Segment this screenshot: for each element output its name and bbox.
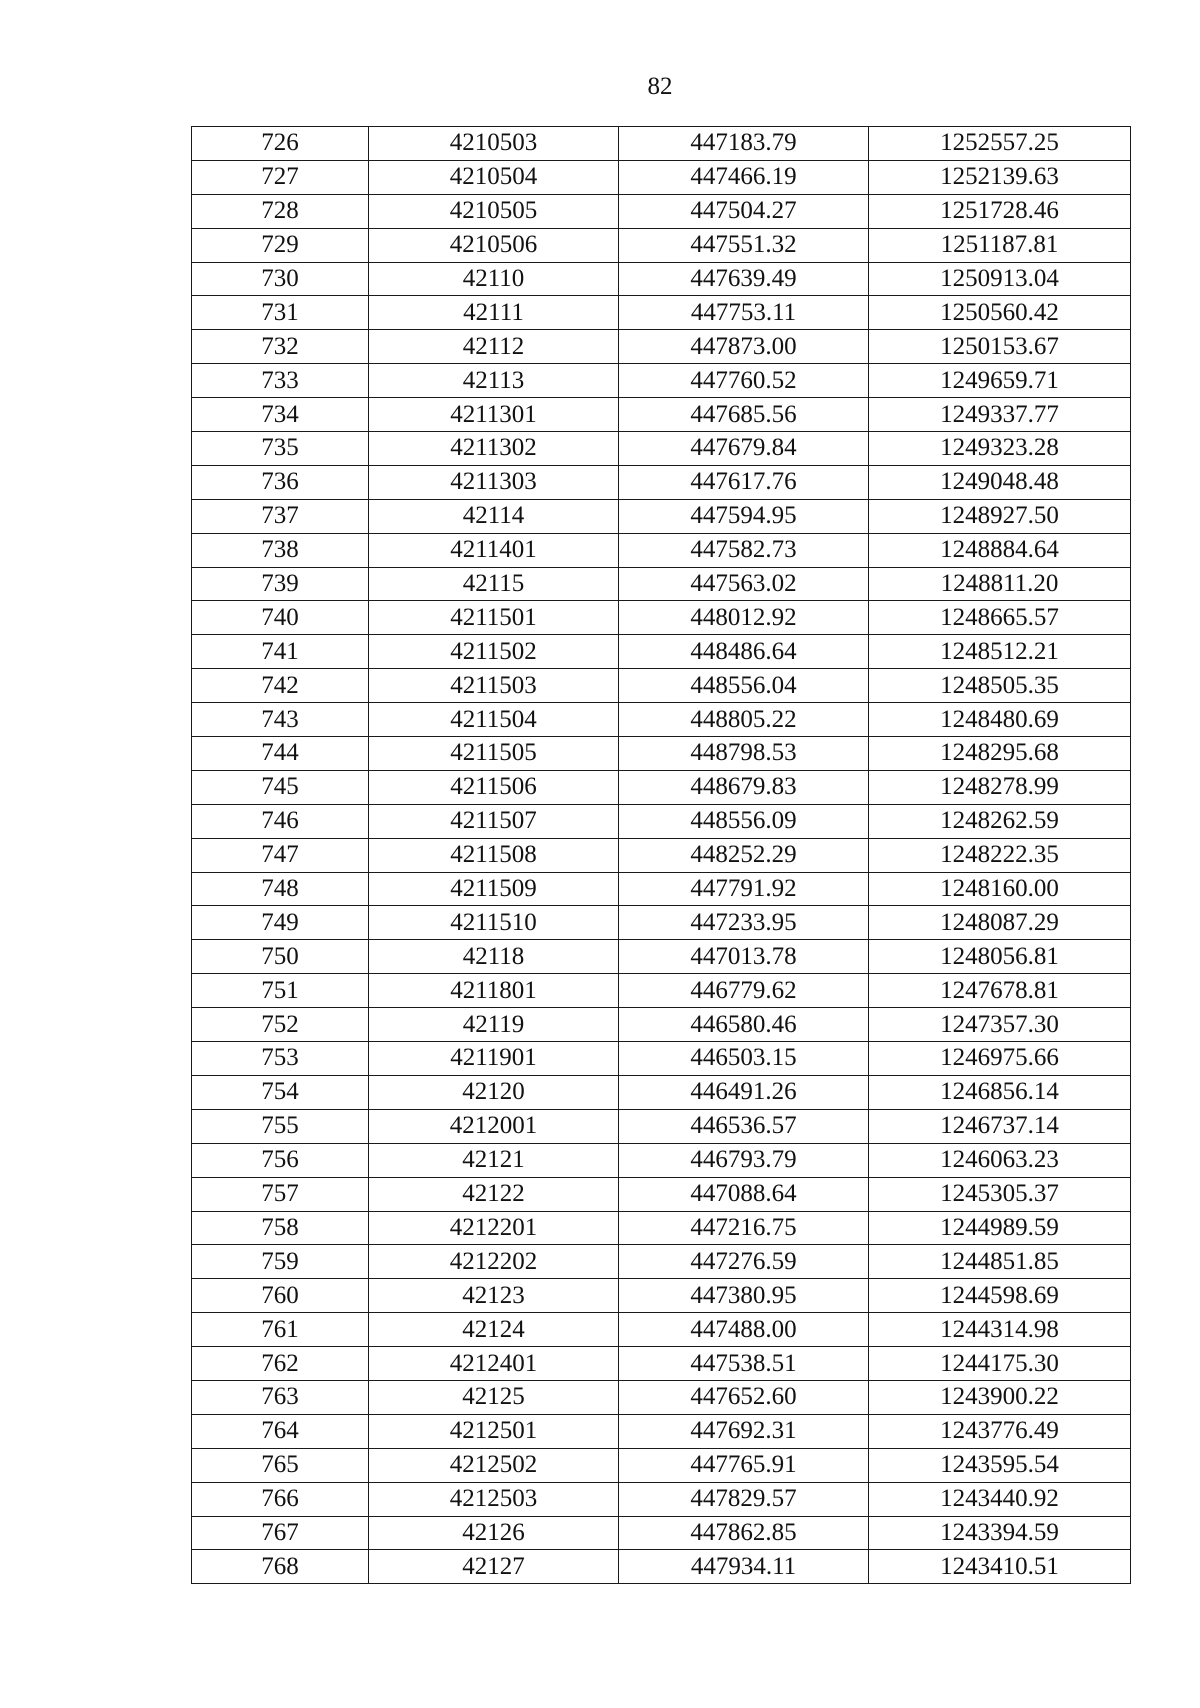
row-number-cell: 753 [192, 1042, 369, 1076]
y-coordinate-cell: 1248665.57 [869, 601, 1131, 635]
y-coordinate-cell: 1243440.92 [869, 1482, 1131, 1516]
point-id-cell: 4210503 [369, 127, 619, 161]
y-coordinate-cell: 1249048.48 [869, 465, 1131, 499]
table-row [192, 974, 1131, 1008]
point-id-cell: 4211502 [369, 635, 619, 669]
y-coordinate-cell: 1246737.14 [869, 1109, 1131, 1143]
row-number-cell: 736 [192, 465, 369, 499]
point-id-cell: 42122 [369, 1177, 619, 1211]
table-row [192, 1448, 1131, 1482]
point-id-cell: 4211401 [369, 533, 619, 567]
row-number-cell: 768 [192, 1550, 369, 1584]
table-row [192, 906, 1131, 940]
point-id-cell: 4211510 [369, 906, 619, 940]
y-coordinate-cell: 1244175.30 [869, 1347, 1131, 1381]
y-coordinate-cell: 1247678.81 [869, 974, 1131, 1008]
point-id-cell: 4212401 [369, 1347, 619, 1381]
point-id-cell: 4210504 [369, 160, 619, 194]
y-coordinate-cell: 1248160.00 [869, 872, 1131, 906]
table-row [192, 499, 1131, 533]
y-coordinate-cell: 1244851.85 [869, 1245, 1131, 1279]
y-coordinate-cell: 1248480.69 [869, 703, 1131, 737]
x-coordinate-cell: 448556.04 [619, 669, 869, 703]
row-number-cell: 755 [192, 1109, 369, 1143]
row-number-cell: 744 [192, 737, 369, 771]
point-id-cell: 4210505 [369, 194, 619, 228]
point-id-cell: 42115 [369, 567, 619, 601]
x-coordinate-cell: 447582.73 [619, 533, 869, 567]
y-coordinate-cell: 1243394.59 [869, 1516, 1131, 1550]
x-coordinate-cell: 447216.75 [619, 1211, 869, 1245]
table-row [192, 804, 1131, 838]
x-coordinate-cell: 447551.32 [619, 228, 869, 262]
point-id-cell: 4211301 [369, 398, 619, 432]
point-id-cell: 4212201 [369, 1211, 619, 1245]
y-coordinate-cell: 1249337.77 [869, 398, 1131, 432]
table-row [192, 1482, 1131, 1516]
row-number-cell: 726 [192, 127, 369, 161]
x-coordinate-cell: 447183.79 [619, 127, 869, 161]
table-row [192, 1550, 1131, 1584]
point-id-cell: 42112 [369, 330, 619, 364]
x-coordinate-cell: 447013.78 [619, 940, 869, 974]
y-coordinate-cell: 1243776.49 [869, 1414, 1131, 1448]
table-row [192, 1042, 1131, 1076]
row-number-cell: 729 [192, 228, 369, 262]
row-number-cell: 764 [192, 1414, 369, 1448]
x-coordinate-cell: 447791.92 [619, 872, 869, 906]
row-number-cell: 762 [192, 1347, 369, 1381]
table-row [192, 1313, 1131, 1347]
y-coordinate-cell: 1249323.28 [869, 432, 1131, 466]
coordinate-table [191, 126, 1131, 1584]
x-coordinate-cell: 447753.11 [619, 296, 869, 330]
point-id-cell: 42119 [369, 1008, 619, 1042]
point-id-cell: 4211507 [369, 804, 619, 838]
row-number-cell: 737 [192, 499, 369, 533]
table-row [192, 1245, 1131, 1279]
table-row [192, 296, 1131, 330]
point-id-cell: 42111 [369, 296, 619, 330]
y-coordinate-cell: 1244314.98 [869, 1313, 1131, 1347]
x-coordinate-cell: 447088.64 [619, 1177, 869, 1211]
point-id-cell: 42124 [369, 1313, 619, 1347]
x-coordinate-cell: 447504.27 [619, 194, 869, 228]
row-number-cell: 767 [192, 1516, 369, 1550]
x-coordinate-cell: 447934.11 [619, 1550, 869, 1584]
point-id-cell: 4211505 [369, 737, 619, 771]
x-coordinate-cell: 447862.85 [619, 1516, 869, 1550]
x-coordinate-cell: 448486.64 [619, 635, 869, 669]
row-number-cell: 740 [192, 601, 369, 635]
y-coordinate-cell: 1250560.42 [869, 296, 1131, 330]
table-row [192, 1414, 1131, 1448]
row-number-cell: 739 [192, 567, 369, 601]
x-coordinate-cell: 447380.95 [619, 1279, 869, 1313]
point-id-cell: 4211503 [369, 669, 619, 703]
y-coordinate-cell: 1248512.21 [869, 635, 1131, 669]
y-coordinate-cell: 1246856.14 [869, 1075, 1131, 1109]
x-coordinate-cell: 446793.79 [619, 1143, 869, 1177]
x-coordinate-cell: 446580.46 [619, 1008, 869, 1042]
table-row [192, 194, 1131, 228]
y-coordinate-cell: 1248056.81 [869, 940, 1131, 974]
row-number-cell: 760 [192, 1279, 369, 1313]
x-coordinate-cell: 446503.15 [619, 1042, 869, 1076]
x-coordinate-cell: 447873.00 [619, 330, 869, 364]
x-coordinate-cell: 447488.00 [619, 1313, 869, 1347]
point-id-cell: 42125 [369, 1380, 619, 1414]
table-row [192, 1211, 1131, 1245]
table-row [192, 228, 1131, 262]
table-row [192, 160, 1131, 194]
y-coordinate-cell: 1251187.81 [869, 228, 1131, 262]
x-coordinate-cell: 447652.60 [619, 1380, 869, 1414]
x-coordinate-cell: 447685.56 [619, 398, 869, 432]
point-id-cell: 42126 [369, 1516, 619, 1550]
point-id-cell: 42127 [369, 1550, 619, 1584]
point-id-cell: 4211508 [369, 838, 619, 872]
point-id-cell: 4211801 [369, 974, 619, 1008]
point-id-cell: 4212502 [369, 1448, 619, 1482]
row-number-cell: 763 [192, 1380, 369, 1414]
row-number-cell: 752 [192, 1008, 369, 1042]
table-row [192, 1109, 1131, 1143]
y-coordinate-cell: 1249659.71 [869, 364, 1131, 398]
point-id-cell: 42118 [369, 940, 619, 974]
y-coordinate-cell: 1248811.20 [869, 567, 1131, 601]
point-id-cell: 42110 [369, 262, 619, 296]
table-row [192, 398, 1131, 432]
row-number-cell: 741 [192, 635, 369, 669]
y-coordinate-cell: 1248262.59 [869, 804, 1131, 838]
x-coordinate-cell: 446536.57 [619, 1109, 869, 1143]
x-coordinate-cell: 448012.92 [619, 601, 869, 635]
point-id-cell: 42113 [369, 364, 619, 398]
row-number-cell: 746 [192, 804, 369, 838]
table-row [192, 533, 1131, 567]
x-coordinate-cell: 447594.95 [619, 499, 869, 533]
table-row [192, 635, 1131, 669]
y-coordinate-cell: 1248087.29 [869, 906, 1131, 940]
table-row [192, 1008, 1131, 1042]
table-row [192, 703, 1131, 737]
table-row [192, 465, 1131, 499]
y-coordinate-cell: 1243595.54 [869, 1448, 1131, 1482]
point-id-cell: 42123 [369, 1279, 619, 1313]
x-coordinate-cell: 447692.31 [619, 1414, 869, 1448]
x-coordinate-cell: 446779.62 [619, 974, 869, 1008]
point-id-cell: 4211901 [369, 1042, 619, 1076]
y-coordinate-cell: 1252139.63 [869, 160, 1131, 194]
y-coordinate-cell: 1244989.59 [869, 1211, 1131, 1245]
x-coordinate-cell: 447617.76 [619, 465, 869, 499]
x-coordinate-cell: 447639.49 [619, 262, 869, 296]
row-number-cell: 754 [192, 1075, 369, 1109]
table-row [192, 940, 1131, 974]
y-coordinate-cell: 1252557.25 [869, 127, 1131, 161]
point-id-cell: 4211504 [369, 703, 619, 737]
row-number-cell: 728 [192, 194, 369, 228]
row-number-cell: 750 [192, 940, 369, 974]
row-number-cell: 765 [192, 1448, 369, 1482]
y-coordinate-cell: 1248278.99 [869, 770, 1131, 804]
row-number-cell: 738 [192, 533, 369, 567]
point-id-cell: 4211509 [369, 872, 619, 906]
table-row [192, 770, 1131, 804]
x-coordinate-cell: 448679.83 [619, 770, 869, 804]
row-number-cell: 757 [192, 1177, 369, 1211]
y-coordinate-cell: 1243900.22 [869, 1380, 1131, 1414]
x-coordinate-cell: 448252.29 [619, 838, 869, 872]
point-id-cell: 4212001 [369, 1109, 619, 1143]
y-coordinate-cell: 1246063.23 [869, 1143, 1131, 1177]
x-coordinate-cell: 447563.02 [619, 567, 869, 601]
row-number-cell: 766 [192, 1482, 369, 1516]
table-row [192, 127, 1131, 161]
y-coordinate-cell: 1248222.35 [869, 838, 1131, 872]
page-number: 82 [647, 73, 673, 100]
row-number-cell: 756 [192, 1143, 369, 1177]
row-number-cell: 742 [192, 669, 369, 703]
x-coordinate-cell: 447466.19 [619, 160, 869, 194]
point-id-cell: 42114 [369, 499, 619, 533]
row-number-cell: 758 [192, 1211, 369, 1245]
table-row [192, 601, 1131, 635]
point-id-cell: 42121 [369, 1143, 619, 1177]
row-number-cell: 734 [192, 398, 369, 432]
table-row [192, 872, 1131, 906]
point-id-cell: 4211501 [369, 601, 619, 635]
y-coordinate-cell: 1248884.64 [869, 533, 1131, 567]
table-row [192, 1177, 1131, 1211]
x-coordinate-cell: 447276.59 [619, 1245, 869, 1279]
point-id-cell: 4211303 [369, 465, 619, 499]
x-coordinate-cell: 447765.91 [619, 1448, 869, 1482]
point-id-cell: 4210506 [369, 228, 619, 262]
table-row [192, 737, 1131, 771]
x-coordinate-cell: 447233.95 [619, 906, 869, 940]
table-row [192, 1143, 1131, 1177]
point-id-cell: 4212501 [369, 1414, 619, 1448]
row-number-cell: 732 [192, 330, 369, 364]
y-coordinate-cell: 1243410.51 [869, 1550, 1131, 1584]
x-coordinate-cell: 448798.53 [619, 737, 869, 771]
table-row [192, 1516, 1131, 1550]
table-row [192, 262, 1131, 296]
row-number-cell: 727 [192, 160, 369, 194]
table-row [192, 364, 1131, 398]
table-row [192, 1380, 1131, 1414]
x-coordinate-cell: 447829.57 [619, 1482, 869, 1516]
point-id-cell: 42120 [369, 1075, 619, 1109]
y-coordinate-cell: 1248505.35 [869, 669, 1131, 703]
y-coordinate-cell: 1250153.67 [869, 330, 1131, 364]
table-row [192, 669, 1131, 703]
row-number-cell: 761 [192, 1313, 369, 1347]
x-coordinate-cell: 447679.84 [619, 432, 869, 466]
row-number-cell: 733 [192, 364, 369, 398]
x-coordinate-cell: 446491.26 [619, 1075, 869, 1109]
x-coordinate-cell: 448805.22 [619, 703, 869, 737]
x-coordinate-cell: 447760.52 [619, 364, 869, 398]
table-row [192, 330, 1131, 364]
point-id-cell: 4212503 [369, 1482, 619, 1516]
point-id-cell: 4211506 [369, 770, 619, 804]
y-coordinate-cell: 1248927.50 [869, 499, 1131, 533]
table-body [192, 127, 1131, 1584]
row-number-cell: 759 [192, 1245, 369, 1279]
point-id-cell: 4212202 [369, 1245, 619, 1279]
y-coordinate-cell: 1248295.68 [869, 737, 1131, 771]
x-coordinate-cell: 447538.51 [619, 1347, 869, 1381]
row-number-cell: 749 [192, 906, 369, 940]
table-row [192, 1075, 1131, 1109]
y-coordinate-cell: 1247357.30 [869, 1008, 1131, 1042]
y-coordinate-cell: 1251728.46 [869, 194, 1131, 228]
row-number-cell: 747 [192, 838, 369, 872]
y-coordinate-cell: 1244598.69 [869, 1279, 1131, 1313]
y-coordinate-cell: 1250913.04 [869, 262, 1131, 296]
row-number-cell: 748 [192, 872, 369, 906]
row-number-cell: 745 [192, 770, 369, 804]
table-row [192, 1347, 1131, 1381]
row-number-cell: 730 [192, 262, 369, 296]
table-row [192, 432, 1131, 466]
table-row [192, 567, 1131, 601]
row-number-cell: 735 [192, 432, 369, 466]
row-number-cell: 731 [192, 296, 369, 330]
x-coordinate-cell: 448556.09 [619, 804, 869, 838]
y-coordinate-cell: 1245305.37 [869, 1177, 1131, 1211]
point-id-cell: 4211302 [369, 432, 619, 466]
table-row [192, 838, 1131, 872]
y-coordinate-cell: 1246975.66 [869, 1042, 1131, 1076]
row-number-cell: 743 [192, 703, 369, 737]
table-row [192, 1279, 1131, 1313]
row-number-cell: 751 [192, 974, 369, 1008]
